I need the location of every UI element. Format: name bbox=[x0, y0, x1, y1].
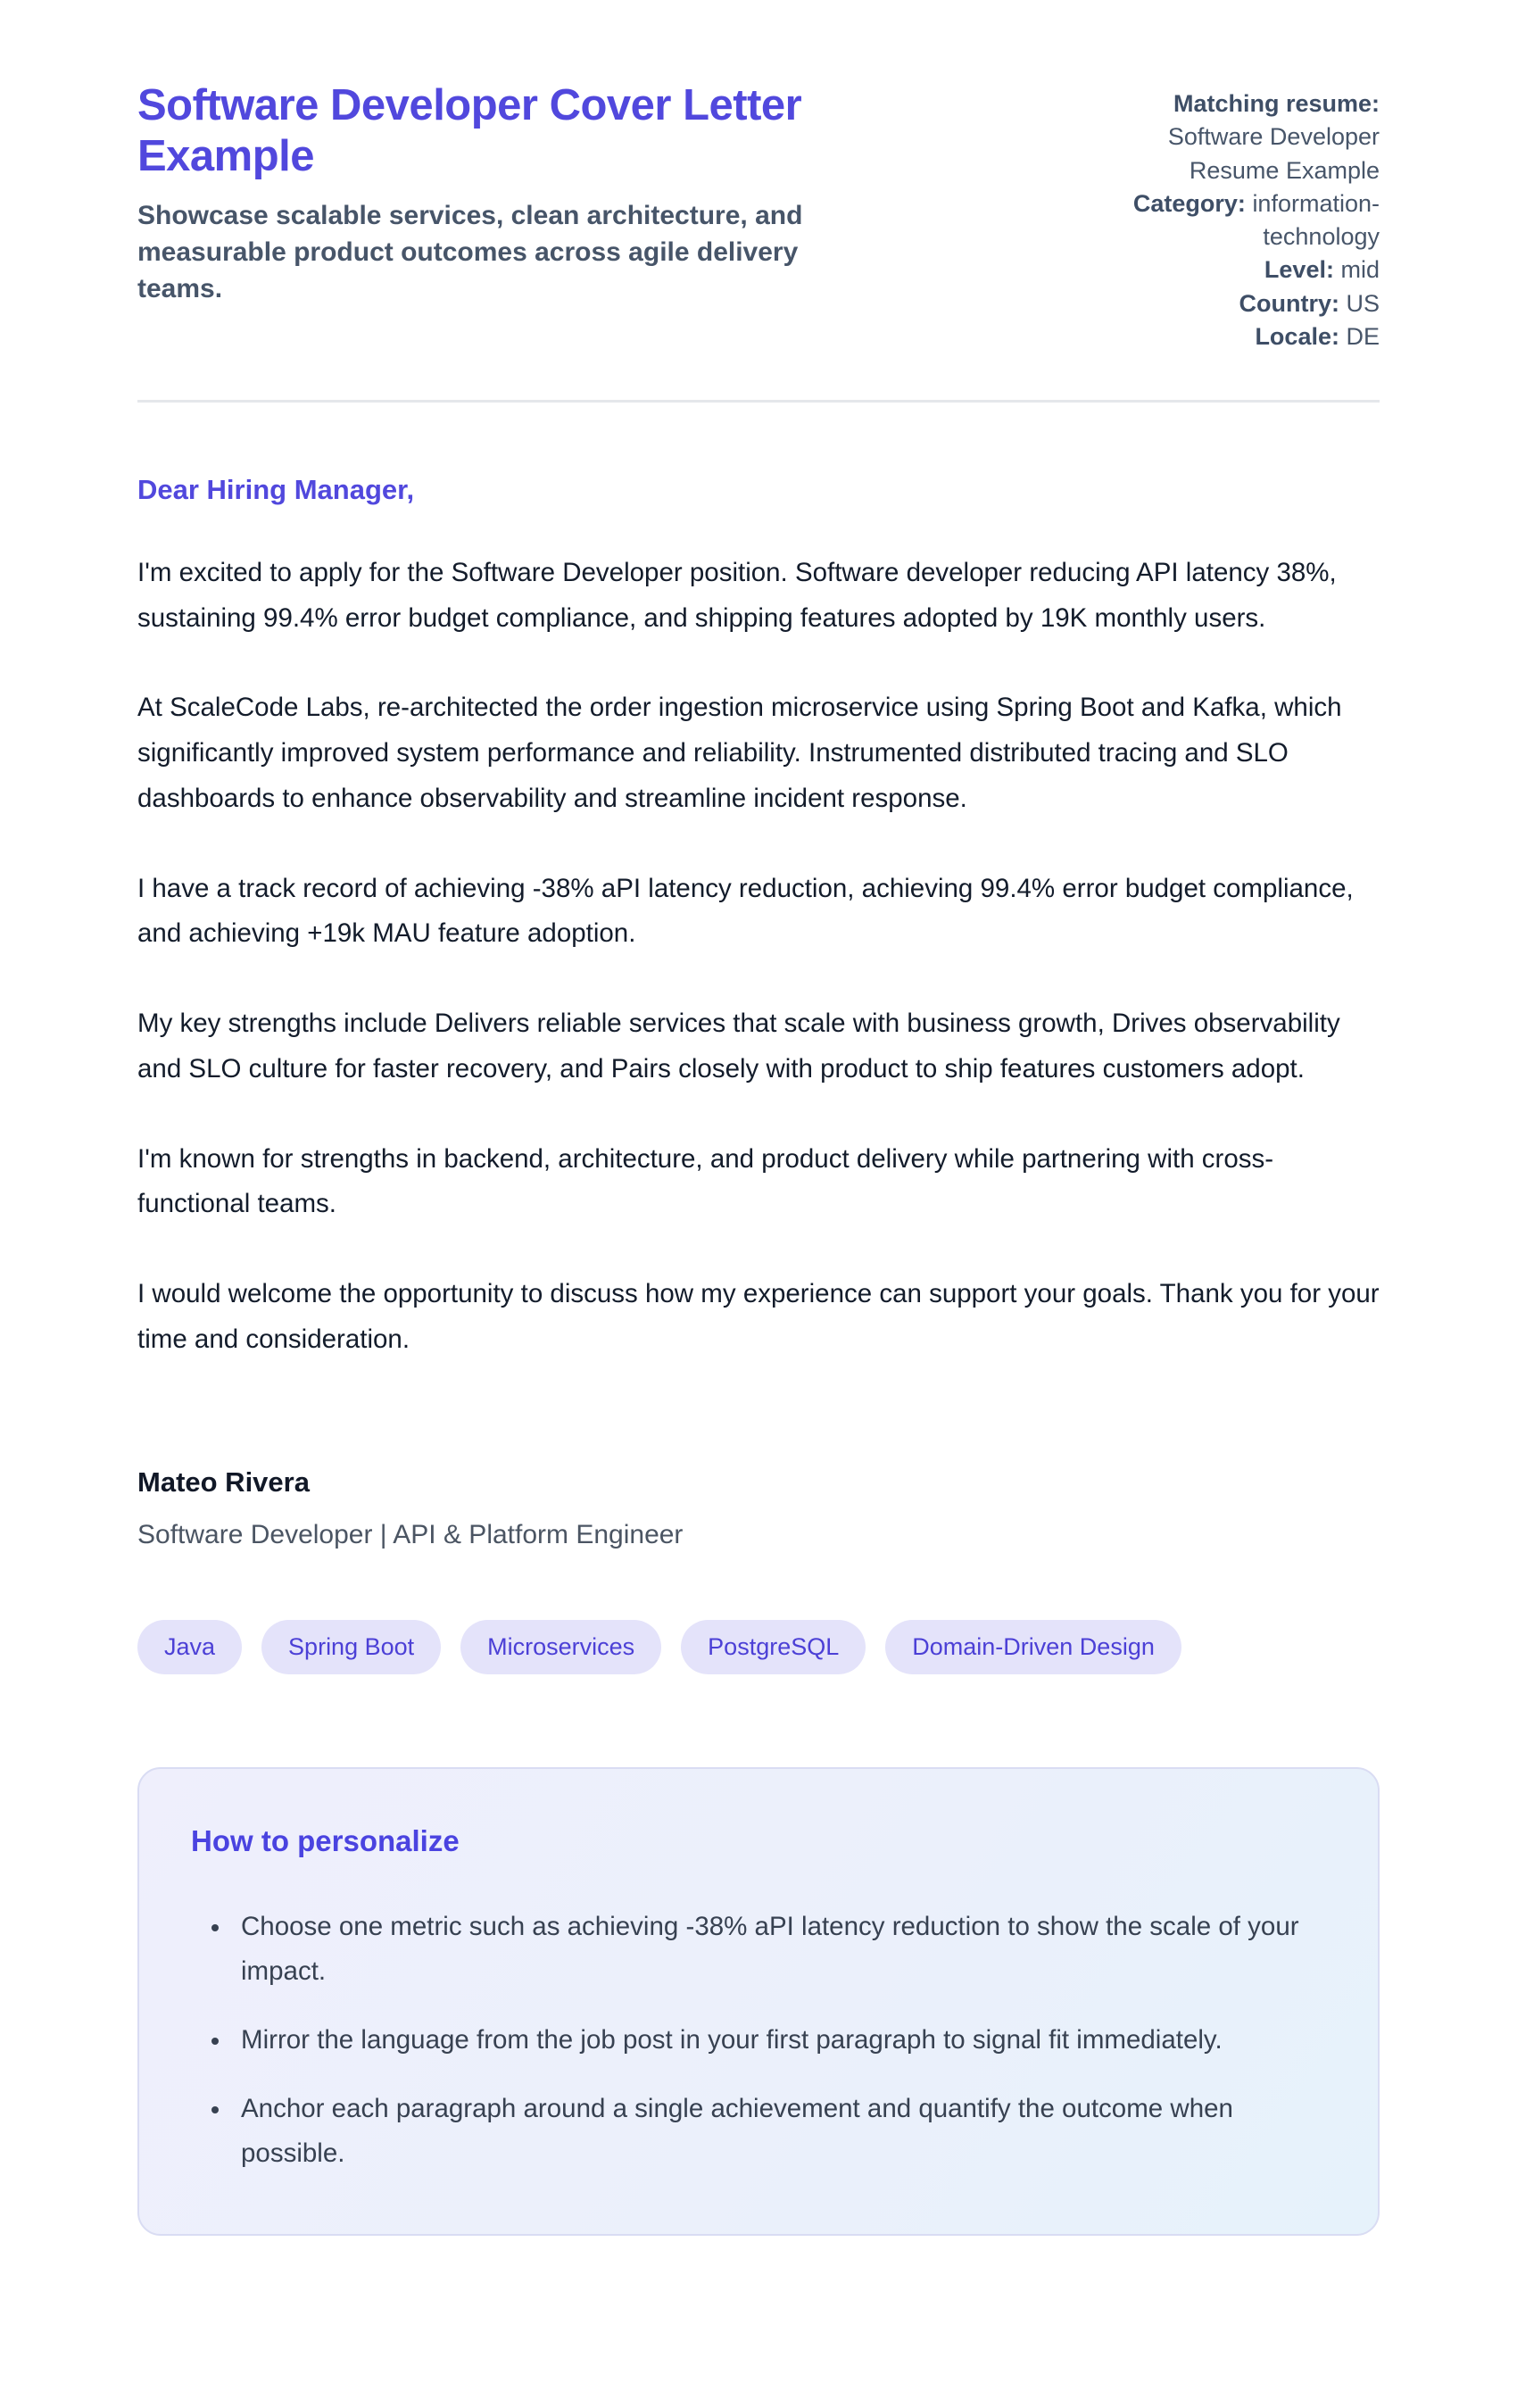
header-divider bbox=[137, 400, 1380, 403]
meta-country-label: Country: bbox=[1239, 289, 1339, 317]
letter-paragraph: I have a track record of achieving -38% aPI latency reduction, achieving 99.4% error budget compliance, and achieving +19k MAU feature adoption. bbox=[137, 873, 1354, 949]
header-left bbox=[137, 80, 1080, 308]
content-container bbox=[137, 0, 1380, 2316]
personalize-heading: How to personalize bbox=[191, 1823, 460, 1857]
personalize-bullet: • Choose one metric such as achieving -38% aPI latency reduction to show the scale of your impact. bbox=[232, 1905, 1326, 1995]
meta-matching-resume-value: Software Developer Resume Example bbox=[1167, 123, 1380, 184]
meta-matching-resume bbox=[1080, 87, 1380, 187]
meta-locale bbox=[1080, 320, 1380, 353]
letter-paragraph: I would welcome the opportunity to discuss how my experience can support your goals. Thank you for your time and consideration. bbox=[137, 1279, 1380, 1354]
meta-matching-resume-label: Matching resume: bbox=[1173, 90, 1380, 117]
page-title: Software Developer Cover Letter Example bbox=[137, 81, 802, 181]
skill-tag: Domain-Driven Design bbox=[885, 1620, 1181, 1674]
signature-name: Mateo Rivera bbox=[137, 1466, 310, 1498]
personalize-list bbox=[191, 1905, 1326, 2178]
meta-locale-value: DE bbox=[1346, 322, 1380, 350]
meta-category-value: information-technology bbox=[1252, 189, 1380, 250]
meta-country bbox=[1080, 287, 1380, 320]
page-subtitle: Showcase scalable services, clean architecture, and measurable product outcomes across agile delivery teams. bbox=[137, 200, 803, 304]
skill-tag: PostgreSQL bbox=[681, 1620, 866, 1674]
resume-meta bbox=[1080, 87, 1380, 353]
meta-category bbox=[1080, 187, 1380, 254]
letter-paragraph: My key strengths include Delivers reliable services that scale with business growth, Drives observability and SLO culture for faster recovery, and Pairs closely with product to ship features customers adopt. bbox=[137, 1009, 1340, 1084]
skill-tag: Microservices bbox=[460, 1620, 661, 1674]
skill-tag: Spring Boot bbox=[261, 1620, 441, 1674]
letter-paragraph: I'm known for strengths in backend, architecture, and product delivery while partnering with cross-functional teams. bbox=[137, 1143, 1274, 1219]
skill-tags bbox=[137, 1620, 1380, 1674]
letter-paragraph: I'm excited to apply for the Software Developer position. Software developer reducing API latency 38%, sustaining 99.4% error budget compliance, and shipping features adopted by 19K monthly users. bbox=[137, 558, 1337, 633]
signature-role: Software Developer | API & Platform Engineer bbox=[137, 1519, 684, 1549]
meta-category-label: Category: bbox=[1132, 189, 1246, 217]
meta-level bbox=[1080, 253, 1380, 286]
cover-letter-body bbox=[137, 474, 1380, 1550]
personalize-bullet: • Anchor each paragraph around a single achievement and quantify the outcome when possible. bbox=[232, 2087, 1326, 2177]
letter-paragraph: At ScaleCode Labs, re-architected the order ingestion microservice using Spring Boot and Kafka, which significantly improved system performance and reliability. Instrumented distributed tracing and SLO dashboards to enhance observability and streamline incident response. bbox=[137, 693, 1342, 813]
skill-tag: Java bbox=[137, 1620, 242, 1674]
meta-level-label: Level: bbox=[1264, 256, 1334, 284]
meta-country-value: US bbox=[1346, 289, 1380, 317]
header bbox=[137, 80, 1380, 353]
personalize-bullet: • Mirror the language from the job post in your first paragraph to signal fit immediately. bbox=[232, 2018, 1326, 2063]
meta-locale-label: Locale: bbox=[1255, 322, 1339, 350]
letter-greeting: Dear Hiring Manager, bbox=[137, 474, 415, 505]
meta-level-value: mid bbox=[1340, 256, 1380, 284]
personalize-callout bbox=[137, 1767, 1380, 2237]
signature-block bbox=[137, 1466, 1380, 1550]
